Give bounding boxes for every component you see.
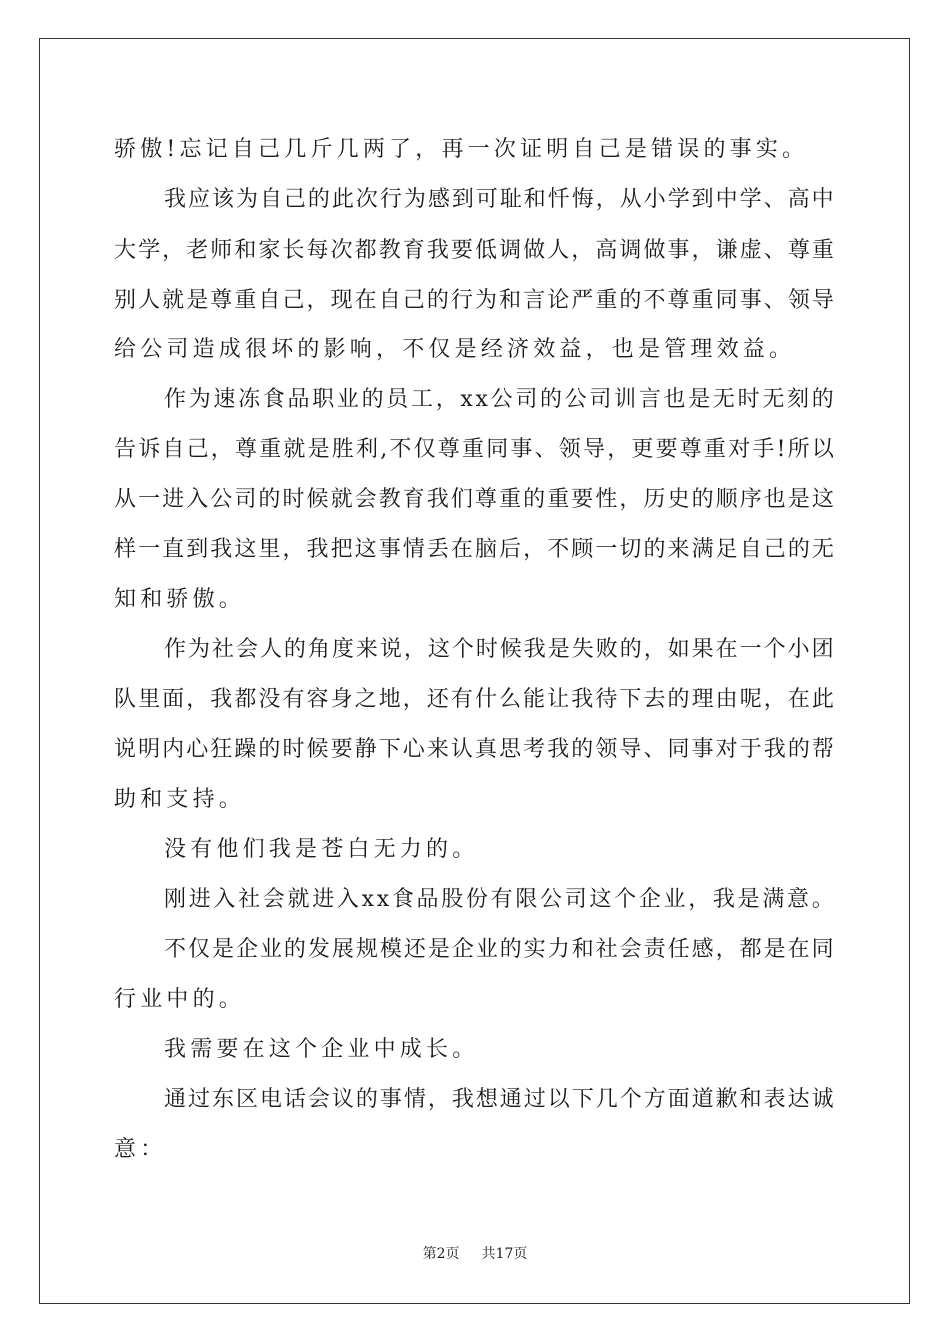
page-number: 第2页 <box>422 1246 460 1262</box>
text-line: 骄傲!忘记自己几斤几两了，再一次证明自己是错误的事实。 <box>114 137 809 162</box>
page-total: 共17页 <box>481 1246 528 1262</box>
text-line: 知和骄傲。 <box>114 587 246 612</box>
text-line: 作为速冻食品职业的员工，xx公司的公司训言也是无时无刻的 <box>164 387 837 412</box>
text-line: 样一直到我这里，我把这事情丢在脑后，不顾一切的来满足自己的无 <box>114 537 837 562</box>
text-line: 给公司造成很坏的影响，不仅是经济效益，也是管理效益。 <box>114 337 796 362</box>
text-line: 不仅是企业的发展规模还是企业的实力和社会责任感，都是在同 <box>164 937 836 962</box>
text-line: 说明内心狂躁的时候要静下心来认真思考我的领导、同事对于我的帮 <box>114 737 837 762</box>
text-line: 助和支持。 <box>114 787 246 812</box>
text-line: 大学，老师和家长每次都教育我要低调做人，高调做事，谦虚、尊重 <box>114 238 837 263</box>
text-line: 意： <box>114 1137 167 1162</box>
page-footer <box>0 1244 950 1264</box>
text-line: 队里面，我都没有容身之地，还有什么能让我待下去的理由呢，在此 <box>114 687 837 712</box>
text-line: 告诉自己，尊重就是胜利,不仅尊重同事、领导，更要尊重对手!所以 <box>114 437 837 462</box>
text-line: 没有他们我是苍白无力的。 <box>164 837 479 862</box>
text-line: 我应该为自己的此次行为感到可耻和忏悔，从小学到中学、高中 <box>164 187 836 212</box>
text-line: 通过东区电话会议的事情，我想通过以下几个方面道歉和表达诚 <box>164 1087 836 1112</box>
text-line: 别人就是尊重自己，现在自己的行为和言论严重的不尊重同事、领导 <box>114 288 837 313</box>
text-line: 刚进入社会就进入xx食品股份有限公司这个企业，我是满意。 <box>164 887 837 912</box>
text-line: 我需要在这个企业中成长。 <box>164 1037 479 1062</box>
text-line: 从一进入公司的时候就会教育我们尊重的重要性，历史的顺序也是这 <box>114 487 837 512</box>
text-line: 作为社会人的角度来说，这个时候我是失败的，如果在一个小团 <box>164 637 836 662</box>
text-line: 行业中的。 <box>114 987 246 1012</box>
